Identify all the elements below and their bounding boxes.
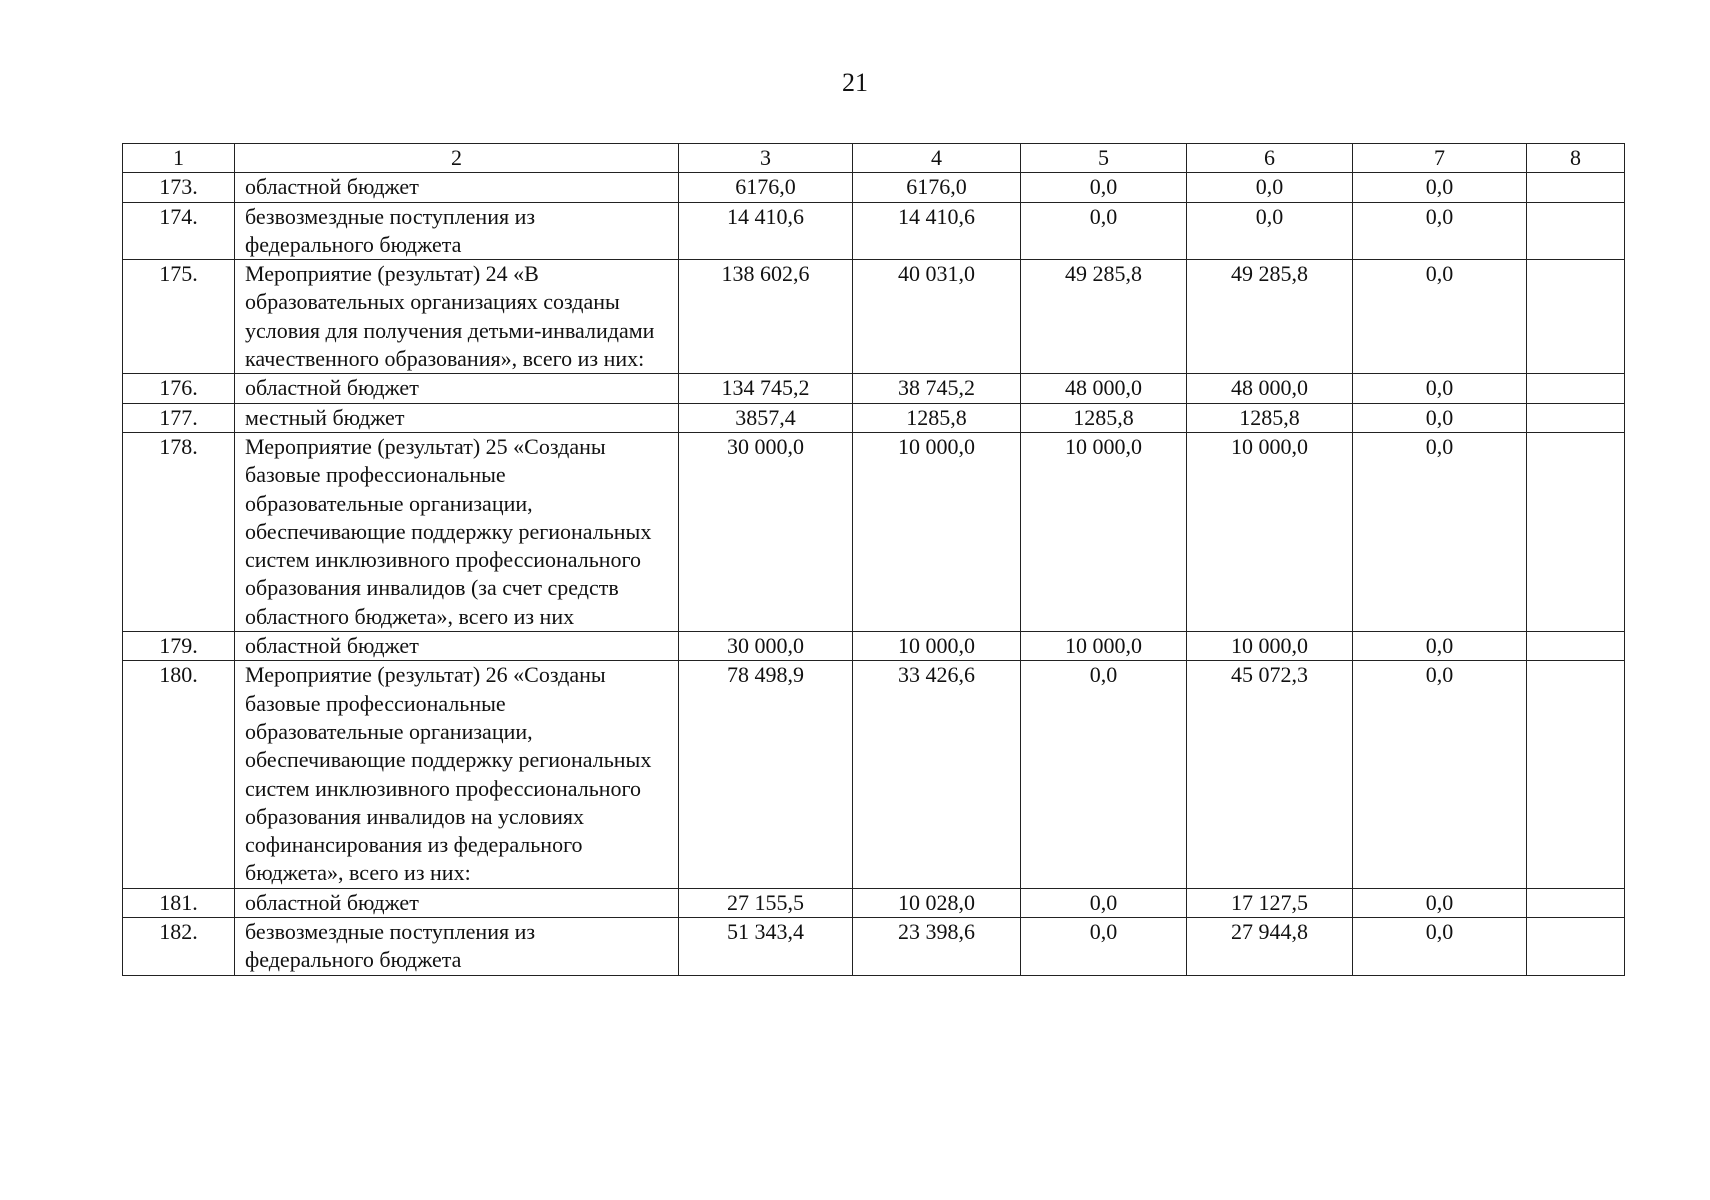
- cell-col-5: 0,0: [1021, 173, 1187, 202]
- cell-col-6: 45 072,3: [1187, 661, 1353, 888]
- row-label: местный бюджет: [235, 403, 679, 432]
- row-label: безвозмездные поступления из федерального бюджета: [235, 918, 679, 976]
- page-number: 21: [842, 68, 868, 97]
- row-label: безвозмездные поступления из федерального бюджета: [235, 202, 679, 260]
- cell-col-7: 0,0: [1353, 888, 1527, 917]
- cell-col-5: 0,0: [1021, 202, 1187, 260]
- cell-col-5: 10 000,0: [1021, 432, 1187, 631]
- row-label: областной бюджет: [235, 173, 679, 202]
- column-header: 4: [853, 144, 1021, 173]
- cell-col-3: 6176,0: [679, 173, 853, 202]
- cell-col-7: 0,0: [1353, 403, 1527, 432]
- cell-col-7: 0,0: [1353, 173, 1527, 202]
- cell-col-5: 0,0: [1021, 918, 1187, 976]
- cell-col-3: 14 410,6: [679, 202, 853, 260]
- cell-col-7: 0,0: [1353, 374, 1527, 403]
- cell-col-6: 17 127,5: [1187, 888, 1353, 917]
- table-row: [123, 403, 1625, 432]
- cell-col-5: 0,0: [1021, 888, 1187, 917]
- cell-col-3: 30 000,0: [679, 432, 853, 631]
- budget-table: [122, 143, 1625, 976]
- cell-col-8: [1527, 374, 1625, 403]
- cell-col-8: [1527, 403, 1625, 432]
- cell-col-8: [1527, 632, 1625, 661]
- table-header-row: [123, 144, 1625, 173]
- cell-col-8: [1527, 432, 1625, 631]
- cell-col-8: [1527, 918, 1625, 976]
- cell-col-6: 49 285,8: [1187, 260, 1353, 374]
- cell-col-6: 48 000,0: [1187, 374, 1353, 403]
- cell-col-3: 3857,4: [679, 403, 853, 432]
- column-header: 1: [123, 144, 235, 173]
- cell-col-6: 1285,8: [1187, 403, 1353, 432]
- column-header: 7: [1353, 144, 1527, 173]
- cell-col-7: 0,0: [1353, 202, 1527, 260]
- row-number: 181.: [123, 888, 235, 917]
- row-number: 173.: [123, 173, 235, 202]
- table-row: [123, 173, 1625, 202]
- cell-col-4: 10 000,0: [853, 632, 1021, 661]
- row-number: 174.: [123, 202, 235, 260]
- cell-col-8: [1527, 202, 1625, 260]
- row-label: областной бюджет: [235, 888, 679, 917]
- column-header: 8: [1527, 144, 1625, 173]
- cell-col-4: 38 745,2: [853, 374, 1021, 403]
- cell-col-4: 1285,8: [853, 403, 1021, 432]
- cell-col-4: 23 398,6: [853, 918, 1021, 976]
- cell-col-3: 27 155,5: [679, 888, 853, 917]
- cell-col-8: [1527, 173, 1625, 202]
- cell-col-7: 0,0: [1353, 661, 1527, 888]
- row-label: областной бюджет: [235, 374, 679, 403]
- cell-col-3: 134 745,2: [679, 374, 853, 403]
- cell-col-7: 0,0: [1353, 260, 1527, 374]
- row-label: областной бюджет: [235, 632, 679, 661]
- cell-col-6: 10 000,0: [1187, 432, 1353, 631]
- cell-col-6: 10 000,0: [1187, 632, 1353, 661]
- table-row: [123, 374, 1625, 403]
- cell-col-5: 1285,8: [1021, 403, 1187, 432]
- cell-col-3: 30 000,0: [679, 632, 853, 661]
- cell-col-5: 48 000,0: [1021, 374, 1187, 403]
- cell-col-7: 0,0: [1353, 432, 1527, 631]
- cell-col-7: 0,0: [1353, 918, 1527, 976]
- cell-col-3: 138 602,6: [679, 260, 853, 374]
- cell-col-8: [1527, 260, 1625, 374]
- column-header: 5: [1021, 144, 1187, 173]
- cell-col-7: 0,0: [1353, 632, 1527, 661]
- table-row: [123, 632, 1625, 661]
- table-row: [123, 661, 1625, 888]
- cell-col-6: 0,0: [1187, 173, 1353, 202]
- cell-col-3: 51 343,4: [679, 918, 853, 976]
- cell-col-8: [1527, 661, 1625, 888]
- table-row: [123, 432, 1625, 631]
- cell-col-8: [1527, 888, 1625, 917]
- cell-col-4: 10 028,0: [853, 888, 1021, 917]
- table-row: [123, 202, 1625, 260]
- table-row: [123, 888, 1625, 917]
- cell-col-4: 6176,0: [853, 173, 1021, 202]
- cell-col-5: 49 285,8: [1021, 260, 1187, 374]
- cell-col-4: 14 410,6: [853, 202, 1021, 260]
- row-number: 177.: [123, 403, 235, 432]
- cell-col-6: 0,0: [1187, 202, 1353, 260]
- row-number: 182.: [123, 918, 235, 976]
- column-header: 2: [235, 144, 679, 173]
- table-row: [123, 918, 1625, 976]
- column-header: 3: [679, 144, 853, 173]
- row-number: 178.: [123, 432, 235, 631]
- row-number: 180.: [123, 661, 235, 888]
- row-number: 175.: [123, 260, 235, 374]
- row-label: Мероприятие (результат) 24 «В образовательных организациях созданы условия для получения детьми-инвалидами качественного образования», всего из них:: [235, 260, 679, 374]
- table-row: [123, 260, 1625, 374]
- cell-col-4: 40 031,0: [853, 260, 1021, 374]
- cell-col-4: 10 000,0: [853, 432, 1021, 631]
- cell-col-4: 33 426,6: [853, 661, 1021, 888]
- cell-col-5: 10 000,0: [1021, 632, 1187, 661]
- row-number: 179.: [123, 632, 235, 661]
- cell-col-6: 27 944,8: [1187, 918, 1353, 976]
- cell-col-5: 0,0: [1021, 661, 1187, 888]
- column-header: 6: [1187, 144, 1353, 173]
- cell-col-3: 78 498,9: [679, 661, 853, 888]
- row-label: Мероприятие (результат) 25 «Созданы базовые профессиональные образовательные организации, обеспечивающие поддержку региональных систем инклюзивного профессионального образования инвалидов (за счет средств областного бюджета», всего из них: [235, 432, 679, 631]
- row-label: Мероприятие (результат) 26 «Созданы базовые профессиональные образовательные организации, обеспечивающие поддержку региональных систем инклюзивного профессионального образования инвалидов на условиях софинансирования из федерального бюджета», всего из них:: [235, 661, 679, 888]
- row-number: 176.: [123, 374, 235, 403]
